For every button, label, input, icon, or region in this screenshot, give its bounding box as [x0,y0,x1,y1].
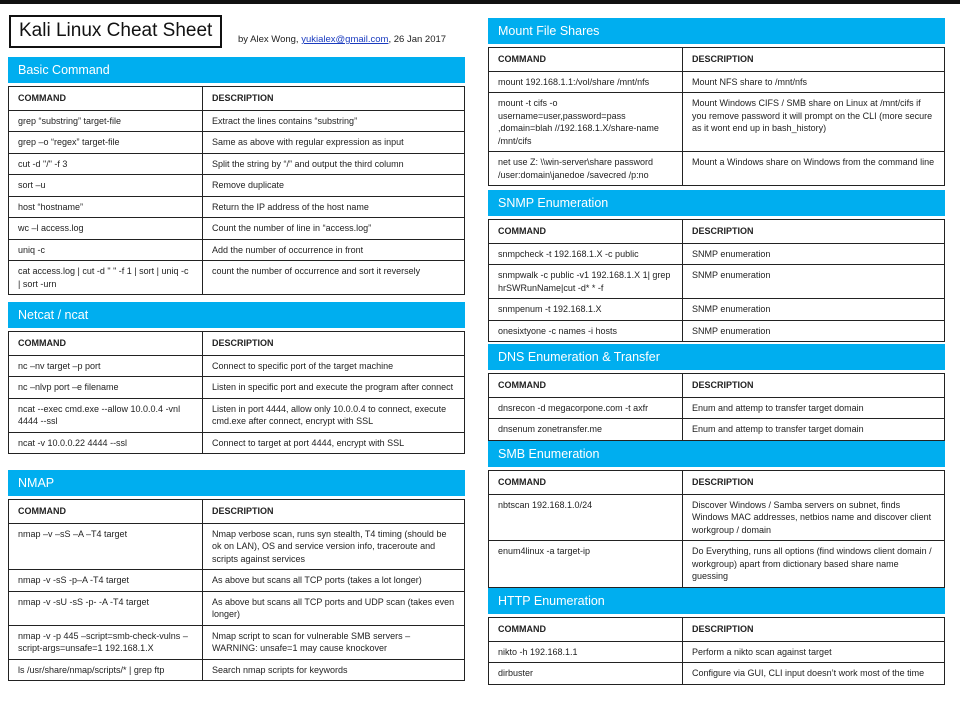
command-cell: host “hostname” [9,196,203,218]
command-cell: nbtscan 192.168.1.0/24 [489,494,683,541]
description-cell: Return the IP address of the host name [203,196,465,218]
command-table [8,499,465,681]
section-snmp-enumeration [488,190,945,342]
column-header-description: DESCRIPTION [203,332,465,356]
page-title-box [9,15,222,48]
section-header: SNMP Enumeration [488,190,945,216]
column-header-command: COMMAND [9,500,203,524]
description-cell: Connect to target at port 4444, encrypt with SSL [203,432,465,454]
command-table [488,47,945,186]
description-cell: Extract the lines contains “substring” [203,110,465,132]
table-header-row [489,471,945,495]
description-cell: Do Everything, runs all options (find windows client domain / workgroup) apart from dictionary based share name guessing [683,541,945,588]
column-header-command: COMMAND [489,471,683,495]
table-row [489,494,945,541]
table-row [9,398,465,432]
section-smb-enumeration [488,441,945,588]
top-border [0,0,960,4]
description-cell: Remove duplicate [203,175,465,197]
description-cell: Listen in specific port and execute the program after connect [203,377,465,399]
section-nmap [8,470,465,681]
command-cell: ncat -v 10.0.0.22 4444 --ssl [9,432,203,454]
description-cell: SNMP enumeration [683,299,945,321]
description-cell: Enum and attemp to transfer target domain [683,397,945,419]
column-header-command: COMMAND [489,618,683,642]
section-basic-command [8,57,465,295]
table-header-row [489,48,945,72]
byline [238,34,446,45]
table-row [489,93,945,152]
table-row [9,570,465,592]
table-row [489,299,945,321]
column-header-command: COMMAND [9,87,203,111]
column-header-description: DESCRIPTION [203,500,465,524]
command-cell: ncat --exec cmd.exe --allow 10.0.0.4 -vnl 4444 --ssl [9,398,203,432]
command-table [488,470,945,588]
table-row [489,71,945,93]
table-row [489,397,945,419]
section-header: SMB Enumeration [488,441,945,467]
column-header-description: DESCRIPTION [683,471,945,495]
command-cell: dirbuster [489,663,683,685]
description-cell: Nmap script to scan for vulnerable SMB servers – WARNING: unsafe=1 may cause knockover [203,625,465,659]
table-row [489,641,945,663]
table-row [9,377,465,399]
table-header-row [489,374,945,398]
column-header-description: DESCRIPTION [683,48,945,72]
column-header-command: COMMAND [489,374,683,398]
column-header-command: COMMAND [489,48,683,72]
column-header-description: DESCRIPTION [683,618,945,642]
page-title: Kali Linux Cheat Sheet [19,20,213,41]
command-cell: dnsenum zonetransfer.me [489,419,683,441]
description-cell: As above but scans all TCP ports and UDP scan (takes even longer) [203,591,465,625]
table-row [9,175,465,197]
command-cell: mount 192.168.1.1:/vol/share /mnt/nfs [489,71,683,93]
email-link[interactable]: yukialex@gmail.com [301,34,389,45]
table-row [489,419,945,441]
table-header-row [489,618,945,642]
command-cell: net use Z: \\win-server\share password /user:domain\janedoe /savecred /p:no [489,152,683,186]
description-cell: Perform a nikto scan against target [683,641,945,663]
description-cell: Same as above with regular expression as input [203,132,465,154]
command-cell: cut -d "/" -f 3 [9,153,203,175]
section-netcat-ncat [8,302,465,454]
description-cell: SNMP enumeration [683,265,945,299]
description-cell: Search nmap scripts for keywords [203,659,465,681]
command-cell: dnsrecon -d megacorpone.com -t axfr [489,397,683,419]
command-table [8,86,465,295]
command-cell: nmap -v -p 445 –script=smb-check-vulns –script-args=unsafe=1 192.168.1.X [9,625,203,659]
command-cell: grep –o “regex” target-file [9,132,203,154]
section-header: NMAP [8,470,465,496]
table-row [9,218,465,240]
table-row [9,625,465,659]
command-cell: nmap -v -sU -sS -p- -A -T4 target [9,591,203,625]
table-header-row [9,332,465,356]
description-cell: Connect to specific port of the target machine [203,355,465,377]
command-cell: snmpcheck -t 192.168.1.X -c public [489,243,683,265]
table-row [9,432,465,454]
section-header: DNS Enumeration & Transfer [488,344,945,370]
command-cell: snmpwalk -c public -v1 192.168.1.X 1| grep hrSWRunName|cut -d* * -f [489,265,683,299]
command-cell: snmpenum -t 192.168.1.X [489,299,683,321]
table-header-row [489,220,945,244]
description-cell: Count the number of line in “access.log” [203,218,465,240]
description-cell: count the number of occurrence and sort it reversely [203,261,465,295]
command-cell: nc –nlvp port –e filename [9,377,203,399]
section-dns-enumeration-transfer [488,344,945,441]
table-row [9,591,465,625]
command-cell: onesixtyone -c names -i hosts [489,320,683,342]
description-cell: SNMP enumeration [683,320,945,342]
table-row [9,110,465,132]
command-cell: cat access.log | cut -d " " -f 1 | sort | uniq -c | sort -urn [9,261,203,295]
description-cell: Add the number of occurrence in front [203,239,465,261]
section-mount-file-shares [488,18,945,186]
table-row [9,196,465,218]
table-row [489,663,945,685]
command-table [488,617,945,685]
description-cell: Listen in port 4444, allow only 10.0.0.4 to connect, execute cmd.exe after connect, encrypt with SSL [203,398,465,432]
table-row [9,239,465,261]
table-header-row [9,500,465,524]
table-header-row [9,87,465,111]
command-cell: nmap -v -sS -p–A -T4 target [9,570,203,592]
command-cell: enum4linux -a target-ip [489,541,683,588]
description-cell: Mount a Windows share on Windows from the command line [683,152,945,186]
description-cell: Nmap verbose scan, runs syn stealth, T4 timing (should be ok on LAN), OS and service version info, traceroute and scripts against services [203,523,465,570]
description-cell: As above but scans all TCP ports (takes a lot longer) [203,570,465,592]
command-cell: mount -t cifs -o username=user,password=pass ,domain=blah //192.168.1.X/share-name /mnt/cifs [489,93,683,152]
command-cell: sort –u [9,175,203,197]
command-table [488,219,945,342]
column-header-description: DESCRIPTION [683,220,945,244]
table-row [9,523,465,570]
command-table [488,373,945,441]
description-cell: Enum and attemp to transfer target domain [683,419,945,441]
date: , 26 Jan 2017 [388,34,447,45]
table-row [9,132,465,154]
table-row [489,265,945,299]
table-row [9,659,465,681]
command-table [8,331,465,454]
command-cell: nmap –v –sS –A –T4 target [9,523,203,570]
table-row [489,320,945,342]
section-header: Netcat / ncat [8,302,465,328]
column-header-description: DESCRIPTION [683,374,945,398]
column-header-description: DESCRIPTION [203,87,465,111]
command-cell: uniq -c [9,239,203,261]
command-cell: nc –nv target –p port [9,355,203,377]
command-cell: ls /usr/share/nmap/scripts/* | grep ftp [9,659,203,681]
table-row [489,243,945,265]
section-header: Basic Command [8,57,465,83]
column-header-command: COMMAND [489,220,683,244]
description-cell: Split the string by “/” and output the third column [203,153,465,175]
table-row [9,153,465,175]
description-cell: Discover Windows / Samba servers on subnet, finds Windows MAC addresses, netbios name and discover client workgroup / domain [683,494,945,541]
table-row [489,541,945,588]
command-cell: grep “substring” target-file [9,110,203,132]
command-cell: nikto -h 192.168.1.1 [489,641,683,663]
author: by Alex Wong, [238,34,302,45]
section-http-enumeration [488,588,945,685]
table-row [9,355,465,377]
description-cell: SNMP enumeration [683,243,945,265]
table-row [489,152,945,186]
description-cell: Mount NFS share to /mnt/nfs [683,71,945,93]
command-cell: wc –l access.log [9,218,203,240]
table-row [9,261,465,295]
section-header: HTTP Enumeration [488,588,945,614]
description-cell: Configure via GUI, CLI input doesn’t work most of the time [683,663,945,685]
section-header: Mount File Shares [488,18,945,44]
column-header-command: COMMAND [9,332,203,356]
description-cell: Mount Windows CIFS / SMB share on Linux at /mnt/cifs if you remove password it will prompt on the CLI (more secure as it wont end up in bash_history) [683,93,945,152]
